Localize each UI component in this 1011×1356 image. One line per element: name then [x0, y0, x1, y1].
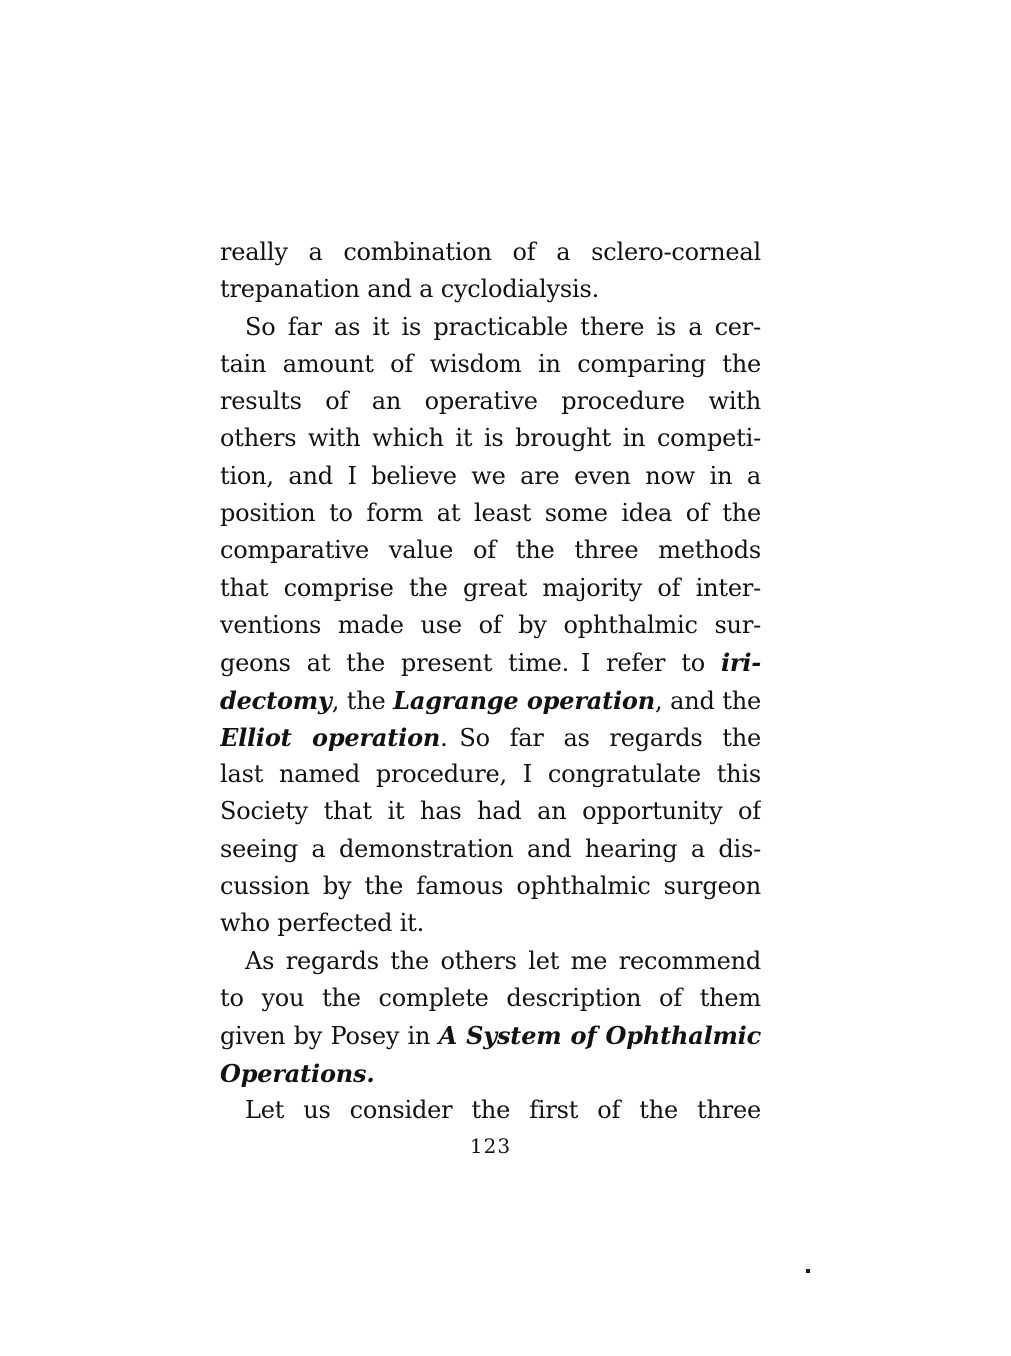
text-line [220, 980, 761, 1017]
text-segment: seeing a demonstration and hearing a dis- [220, 834, 761, 863]
text-segment: last named procedure, I congratulate this [220, 760, 761, 789]
text-line [220, 309, 761, 346]
text-line [220, 607, 761, 644]
text-line [220, 495, 761, 532]
text-segment: tain amount of wisdom in comparing the [220, 349, 761, 378]
text-line [220, 346, 761, 383]
text-block [220, 234, 761, 1129]
text-segment: tion, and I believe we are even now in a [220, 461, 761, 490]
emphasis-text: Lagrange operation [393, 685, 655, 715]
text-segment: . So far as regards the [440, 723, 761, 752]
text-segment: given by Posey in [220, 1022, 439, 1051]
emphasis-text: A System of Ophthalmic [438, 1021, 761, 1051]
text-segment: As regards the others let me recommend [245, 946, 761, 975]
page-number: 123 [469, 1134, 512, 1158]
text-line [220, 1092, 761, 1129]
emphasis-text: iri- [720, 648, 761, 678]
text-segment: So far as it is practicable there is a cer- [245, 312, 761, 341]
text-line [220, 719, 761, 756]
text-line [220, 831, 761, 868]
text-segment: to you the complete description of them [220, 983, 761, 1012]
text-line [220, 383, 761, 420]
text-line [220, 420, 761, 457]
text-segment: who perfected it. [220, 909, 425, 938]
text-line [220, 868, 761, 905]
text-segment: that comprise the great majority of inter- [220, 573, 761, 602]
text-line [220, 271, 761, 308]
text-segment: , and the [654, 686, 761, 715]
text-segment: position to form at least some idea of the [220, 499, 761, 528]
text-line [220, 234, 761, 271]
text-line [220, 532, 761, 569]
text-segment: ventions made use of by ophthalmic sur- [220, 610, 761, 639]
text-segment: trepanation and a cyclodialysis. [220, 275, 599, 304]
text-line [220, 570, 761, 607]
text-segment: results of an operative procedure with [220, 387, 761, 416]
text-segment: geons at the present time. I refer to [220, 649, 721, 678]
emphasis-text: Operations. [220, 1058, 375, 1088]
text-line [220, 1055, 761, 1092]
text-line [220, 644, 761, 681]
text-line [220, 793, 761, 830]
text-line [220, 756, 761, 793]
text-segment: cussion by the famous ophthalmic surgeon [220, 872, 761, 901]
emphasis-text: dectomy [220, 685, 332, 715]
text-line [220, 1017, 761, 1054]
text-segment: Society that it has had an opportunity of [220, 797, 761, 826]
text-line [220, 458, 761, 495]
text-segment: comparative value of the three methods [220, 536, 761, 565]
text-segment: , the [331, 686, 394, 715]
text-segment: others with which it is brought in competi- [220, 424, 761, 453]
text-line [220, 943, 761, 980]
emphasis-text: Elliot operation [220, 722, 441, 752]
text-line [220, 682, 761, 719]
scan-speck [806, 1269, 810, 1273]
text-line [220, 905, 761, 942]
text-segment: really a combination of a sclero-corneal [220, 238, 761, 266]
text-segment: Let us consider the first of the three [245, 1095, 761, 1124]
